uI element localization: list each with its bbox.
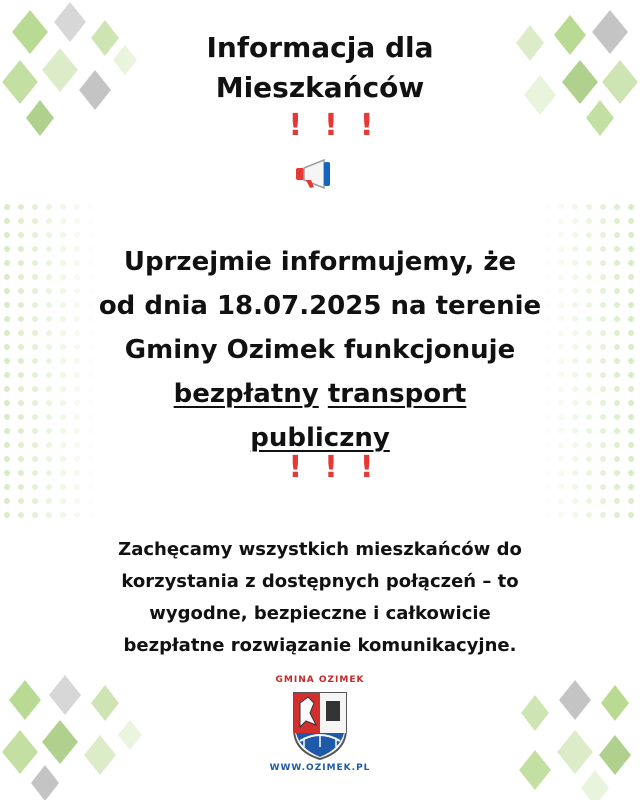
title-line-2: Mieszkańców	[215, 71, 425, 104]
headline-underlined-free: bezpłatny	[173, 379, 319, 409]
headline-line-4	[60, 372, 580, 416]
logo-name: GMINA OZIMEK	[275, 675, 365, 685]
decor-bottom-right	[490, 670, 640, 800]
logo-url: WWW.OZIMEK.PL	[269, 763, 371, 773]
body-text	[60, 534, 580, 662]
headline-line-2: od dnia 18.07.2025 na terenie	[98, 291, 542, 321]
headline	[60, 240, 580, 460]
megaphone-icon	[294, 158, 338, 190]
coat-of-arms-icon	[290, 689, 350, 761]
exclamation-marks-top: !!!	[288, 108, 396, 143]
body-line-2: korzystania z dostępnych połączeń – to	[121, 571, 519, 592]
headline-line-3: Gminy Ozimek funkcjonuje	[124, 335, 516, 365]
exclamation-marks-bottom: !!!	[288, 450, 396, 485]
body-line-4: bezpłatne rozwiązanie komunikacyjne.	[123, 635, 517, 656]
page-title	[0, 28, 640, 108]
decor-bottom-left	[0, 670, 150, 800]
title-line-1: Informacja dla	[206, 31, 434, 64]
headline-underlined-transport: transport	[327, 379, 467, 409]
body-line-1: Zachęcamy wszystkich mieszkańców do	[118, 539, 522, 560]
gmina-ozimek-logo	[255, 675, 385, 785]
headline-underlined-public: publiczny	[250, 423, 390, 453]
headline-line-1: Uprzejmie informujemy, że	[123, 247, 517, 277]
body-line-3: wygodne, bezpieczne i całkowicie	[149, 603, 491, 624]
